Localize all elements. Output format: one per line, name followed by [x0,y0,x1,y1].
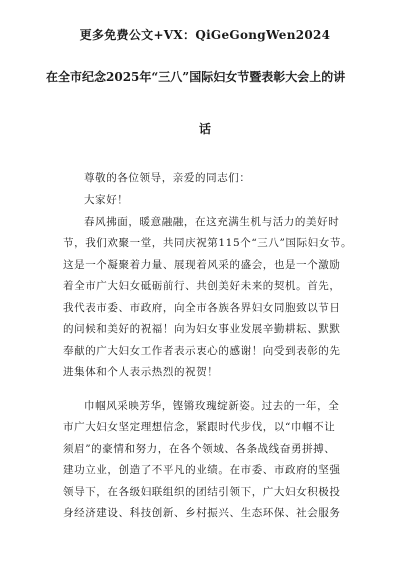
salutation: 尊敬的各位领导，亲爱的同志们： [84,172,251,184]
paragraph-2 [63,396,353,525]
promo-header: 更多免费公文+VX：QiGeGongWen2024 [79,28,331,42]
speech-title-line-2: 话 [198,122,211,136]
paragraph-line: 春风拂面，暖意融融，在这充满生机与活力的美好时 [84,215,340,228]
paragraph-line: 进集体和个人表示热烈的祝贺！ [63,366,219,378]
paragraph-line: 市广大妇女坚定理想信念，紧跟时代步伐，以“巾帼不让 [63,421,336,433]
paragraph-line: 巾帼风采映芳华，铿锵玫瑰绽新姿。过去的一年，全 [84,399,340,412]
greeting: 大家好！ [84,194,129,206]
speech-title-line-1: 在全市纪念2025年“三八”国际妇女节暨表彰大会上的讲 [46,70,346,84]
paragraph-line: 我代表市委、市政府，向全市各族各界妇女同胞致以节日 [63,301,341,314]
paragraph-line: 的问候和美好的祝福！向为妇女事业发展辛勤耕耘、默默 [63,323,341,335]
body-section [63,190,353,525]
paragraph-line: 奉献的广大妇女工作者表示衷心的感谢！向受到表彰的先 [63,344,341,357]
paragraph-line: 节，我们欢聚一堂，共同庆祝第115个“三八”国际妇女节。 [63,237,353,249]
paragraph-line: 身经济建设、科技创新、乡村振兴、生态环保、社会服务 [63,507,341,519]
paragraph-line: 建功立业，创造了不平凡的业绩。在市委、市政府的坚强 [63,464,341,476]
paragraph-line: 领导下，在各级妇联组织的团结引领下，广大妇女积极投 [63,485,341,498]
paragraph-line: 须眉”的豪情和努力，在各个领域、各条战线奋勇拼搏、 [63,442,336,455]
paragraph-line: 着全市广大妇女砥砺前行、共创美好未来的契机。首先， [63,280,341,292]
paragraph-gap [63,384,353,396]
paragraph-1 [63,212,353,384]
paragraph-line: 这是一个凝聚着力量、展现着风采的盛会，也是一个激励 [63,258,341,271]
